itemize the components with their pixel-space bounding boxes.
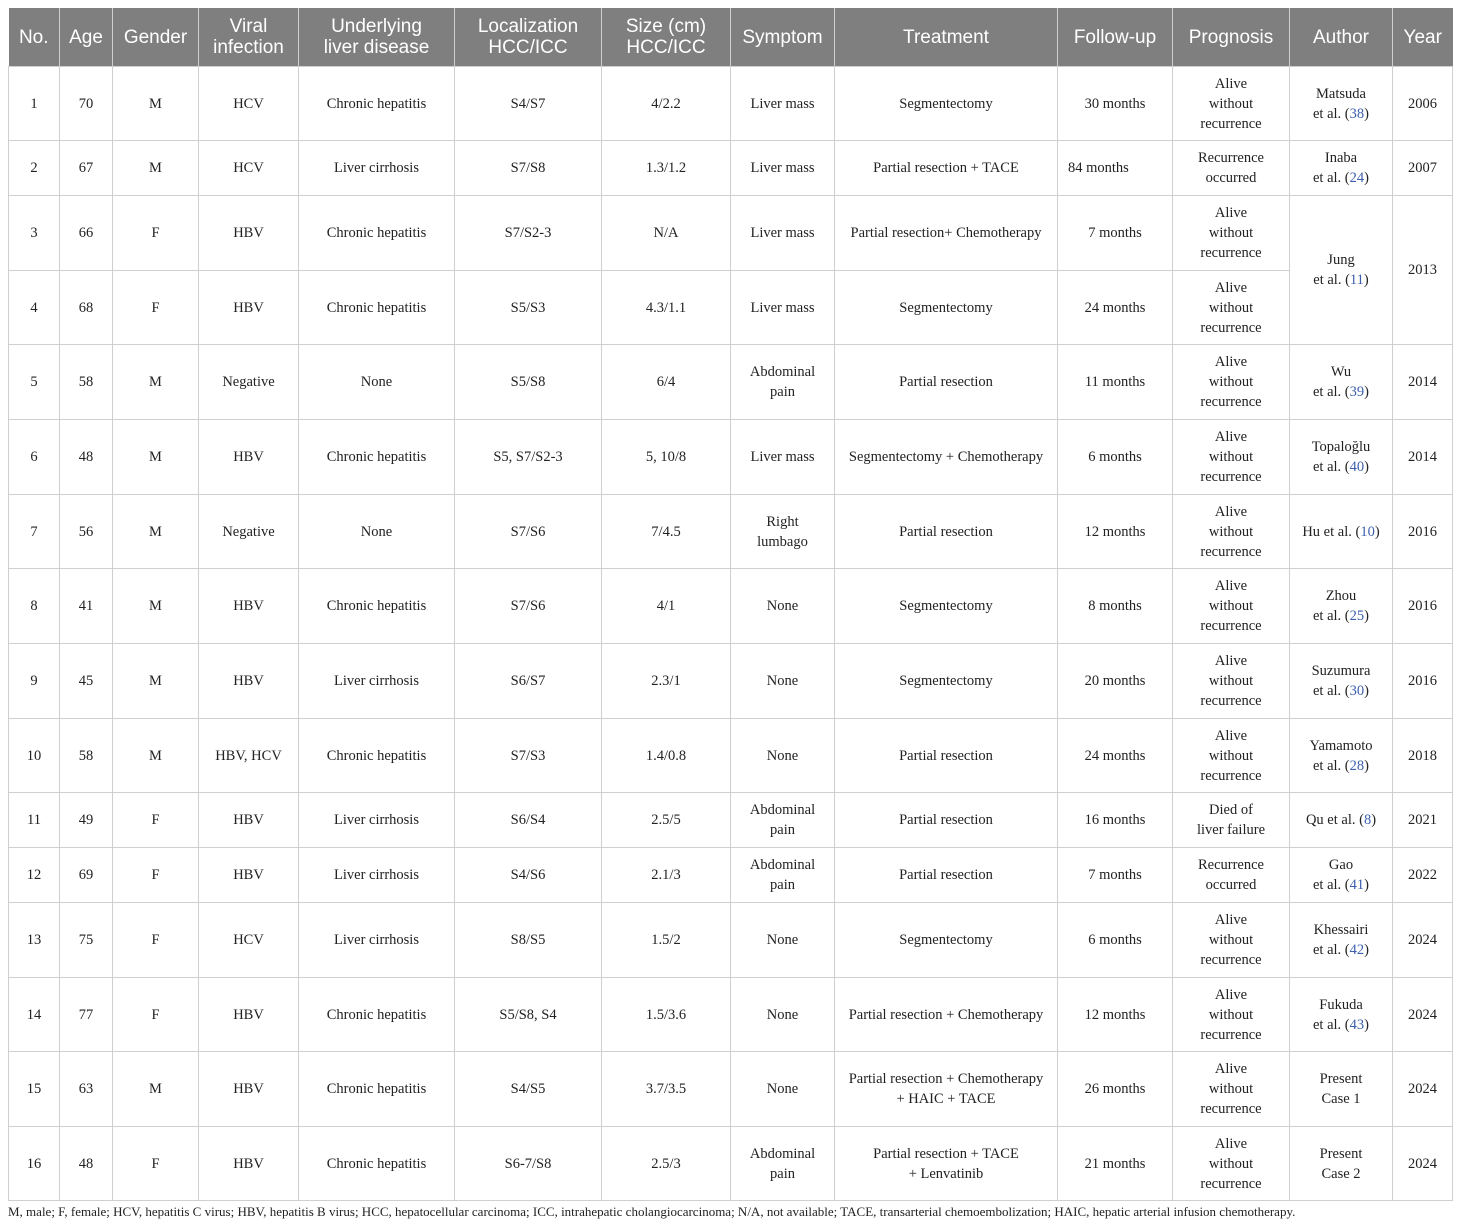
cell-no: 14 [9,978,60,1052]
cell-loc: S4/S7 [455,67,602,141]
cell-symptom: Abdominal pain [731,793,835,848]
cell-followup: 6 months [1058,903,1173,978]
cell-disease: Liver cirrhosis [299,848,455,903]
cell-symptom: None [731,569,835,644]
cell-disease: Liver cirrhosis [299,141,455,196]
cell-prognosis: Alive without recurrence [1173,569,1290,644]
cell-followup: 16 months [1058,793,1173,848]
cell-disease: Chronic hepatitis [299,271,455,345]
cell-no: 12 [9,848,60,903]
author-text-suffix: ) [1364,384,1369,400]
cell-treatment: Segmentectomy [835,271,1058,345]
cell-author [1290,141,1393,196]
cell-prognosis: Alive without recurrence [1173,67,1290,141]
cell-gender: F [113,271,199,345]
header-followup: Follow-up [1058,8,1173,67]
cell-followup: 11 months [1058,345,1173,420]
cell-disease: Chronic hepatitis [299,1127,455,1201]
reference-link[interactable]: 41 [1349,877,1365,893]
cell-symptom: None [731,978,835,1052]
table-row [9,1127,1453,1201]
reference-link[interactable]: 25 [1349,608,1365,624]
cell-treatment: Partial resection [835,719,1058,793]
cell-age: 58 [60,345,113,420]
cell-year: 2007 [1393,141,1453,196]
cell-no: 7 [9,495,60,569]
cell-disease: None [299,495,455,569]
cell-size: 4/2.2 [602,67,731,141]
cell-age: 67 [60,141,113,196]
author-text-suffix: ) [1374,523,1380,540]
cell-followup: 84 months [1058,141,1173,196]
cell-viral: HBV [199,271,299,345]
cell-no: 2 [9,141,60,196]
cell-symptom: Liver mass [731,141,835,196]
cell-year: 2006 [1393,67,1453,141]
cell-viral: Negative [199,495,299,569]
cell-loc: S6/S4 [455,793,602,848]
cell-no: 10 [9,719,60,793]
cell-prognosis: Alive without recurrence [1173,420,1290,495]
cell-size: 3.7/3.5 [602,1052,731,1127]
author-text: Present Case 2 [1319,1145,1363,1182]
cell-size: 2.5/5 [602,793,731,848]
cell-no: 3 [9,196,60,271]
table-row [9,196,1453,271]
cell-gender: M [113,345,199,420]
cell-gender: M [113,569,199,644]
cell-year: 2021 [1393,793,1453,848]
table-row [9,848,1453,903]
cell-prognosis: Alive without recurrence [1173,719,1290,793]
cell-prognosis: Alive without recurrence [1173,978,1290,1052]
cell-treatment: Partial resection + Chemotherapy [835,978,1058,1052]
cell-followup: 24 months [1058,719,1173,793]
cell-gender: M [113,141,199,196]
cell-viral: HBV [199,569,299,644]
cell-prognosis: Alive without recurrence [1173,345,1290,420]
cell-disease: Chronic hepatitis [299,420,455,495]
cell-author [1290,569,1393,644]
cell-disease: None [299,345,455,420]
cell-size: 5, 10/8 [602,420,731,495]
cell-no: 16 [9,1127,60,1201]
cell-no: 11 [9,793,60,848]
cell-followup: 26 months [1058,1052,1173,1127]
cell-prognosis: Alive without recurrence [1173,1127,1290,1201]
cell-loc: S4/S6 [455,848,602,903]
cell-treatment: Partial resection [835,848,1058,903]
cell-author [1290,495,1393,569]
cell-viral: HBV [199,1127,299,1201]
cell-viral: HCV [199,141,299,196]
table-row [9,903,1453,978]
reference-link[interactable]: 43 [1349,1016,1365,1033]
cell-no: 1 [9,67,60,141]
reference-link[interactable]: 11 [1349,272,1364,288]
author-text-suffix: ) [1364,683,1369,699]
author-text-suffix: ) [1364,608,1369,624]
cell-treatment: Partial resection [835,345,1058,420]
cell-gender: F [113,848,199,903]
cell-loc: S8/S5 [455,903,602,978]
reference-link[interactable]: 24 [1349,170,1365,186]
cell-age: 48 [60,420,113,495]
cell-age: 56 [60,495,113,569]
cell-author [1290,420,1393,495]
table-row [9,1052,1453,1127]
header-age: Age [60,8,113,67]
cell-year: 2024 [1393,903,1453,978]
cell-loc: S7/S3 [455,719,602,793]
cell-gender: F [113,903,199,978]
table-row [9,569,1453,644]
author-text: Suzumura et al. ( [1311,663,1371,699]
author-text: Gao et al. ( [1313,857,1354,893]
header-viral: Viral infection [199,8,299,67]
author-text: Fukuda et al. ( [1313,996,1363,1033]
cell-prognosis: Alive without recurrence [1173,903,1290,978]
cell-viral: Negative [199,345,299,420]
cell-year: 2024 [1393,1052,1453,1127]
cell-gender: M [113,420,199,495]
cell-followup: 7 months [1058,196,1173,271]
author-text-suffix: ) [1364,942,1369,958]
cell-prognosis: Died of liver failure [1173,793,1290,848]
reference-link[interactable]: 42 [1349,942,1365,958]
header-loc: Localization HCC/ICC [455,8,602,67]
cell-no: 8 [9,569,60,644]
author-text: Matsuda et al. ( [1313,85,1366,122]
cell-age: 41 [60,569,113,644]
cell-viral: HCV [199,67,299,141]
cell-treatment: Segmentectomy [835,903,1058,978]
table-row [9,719,1453,793]
cell-loc: S7/S6 [455,569,602,644]
cell-size: 1.5/2 [602,903,731,978]
cell-gender: M [113,719,199,793]
cell-gender: F [113,1127,199,1201]
author-text: Yamamoto et al. ( [1309,737,1373,774]
cell-author [1290,644,1393,719]
cell-treatment: Segmentectomy [835,569,1058,644]
cell-followup: 12 months [1058,495,1173,569]
cell-disease: Liver cirrhosis [299,903,455,978]
cell-age: 49 [60,793,113,848]
cell-age: 70 [60,67,113,141]
cell-loc: S5, S7/S2-3 [455,420,602,495]
cell-loc: S7/S6 [455,495,602,569]
cell-symptom: Liver mass [731,271,835,345]
cell-author [1290,978,1393,1052]
cell-year: 2018 [1393,719,1453,793]
header-gender: Gender [113,8,199,67]
cell-age: 45 [60,644,113,719]
reference-link[interactable]: 40 [1349,459,1365,475]
header-treatment: Treatment [835,8,1058,67]
table-header-row [9,8,1453,67]
cell-prognosis: Recurrence occurred [1173,141,1290,196]
cell-prognosis: Alive without recurrence [1173,644,1290,719]
cell-treatment: Segmentectomy [835,644,1058,719]
cell-size: 2.1/3 [602,848,731,903]
author-text-suffix: ) [1371,812,1377,828]
header-no: No. [9,8,60,67]
cell-prognosis: Recurrence occurred [1173,848,1290,903]
cell-author [1290,345,1393,420]
cell-loc: S5/S8 [455,345,602,420]
cell-size: 4/1 [602,569,731,644]
cell-disease: Liver cirrhosis [299,793,455,848]
cell-symptom: None [731,644,835,719]
cell-disease: Liver cirrhosis [299,644,455,719]
cell-year: 2016 [1393,495,1453,569]
cell-author [1290,903,1393,978]
cell-age: 48 [60,1127,113,1201]
cell-treatment: Segmentectomy + Chemotherapy [835,420,1058,495]
author-text: Zhou et al. ( [1313,588,1357,624]
cell-age: 68 [60,271,113,345]
cell-symptom: None [731,903,835,978]
cell-treatment: Partial resection [835,793,1058,848]
cell-year: 2013 [1393,196,1453,345]
cell-followup: 21 months [1058,1127,1173,1201]
author-text: Hu et al. ( [1302,523,1361,540]
cell-viral: HBV [199,793,299,848]
cell-followup: 24 months [1058,271,1173,345]
author-text: Qu et al. ( [1305,812,1364,828]
cell-loc: S7/S8 [455,141,602,196]
cell-size: 2.5/3 [602,1127,731,1201]
cell-loc: S6/S7 [455,644,602,719]
cell-no: 13 [9,903,60,978]
author-text-suffix: ) [1364,877,1369,893]
cell-no: 9 [9,644,60,719]
cell-no: 15 [9,1052,60,1127]
reference-link[interactable]: 39 [1349,384,1365,400]
cell-viral: HBV [199,644,299,719]
cell-no: 5 [9,345,60,420]
cell-gender: F [113,793,199,848]
cell-loc: S5/S3 [455,271,602,345]
cell-symptom: Abdominal pain [731,1127,835,1201]
cell-author [1290,196,1393,345]
header-disease: Underlying liver disease [299,8,455,67]
cell-symptom: Right lumbago [731,495,835,569]
header-symptom: Symptom [731,8,835,67]
cell-size: 1.3/1.2 [602,141,731,196]
cell-treatment: Partial resection + Chemotherapy + HAIC + TACE [835,1052,1058,1127]
table-row [9,644,1453,719]
reference-link[interactable]: 28 [1349,757,1365,774]
cell-loc: S6-7/S8 [455,1127,602,1201]
cell-age: 75 [60,903,113,978]
author-text: Wu et al. ( [1313,364,1352,400]
table-row [9,978,1453,1052]
cell-year: 2016 [1393,569,1453,644]
table-row [9,141,1453,196]
cell-viral: HBV [199,978,299,1052]
cell-viral: HBV [199,1052,299,1127]
cell-prognosis: Alive without recurrence [1173,495,1290,569]
cell-disease: Chronic hepatitis [299,978,455,1052]
header-size: Size (cm) HCC/ICC [602,8,731,67]
cell-followup: 8 months [1058,569,1173,644]
cell-year: 2016 [1393,644,1453,719]
cell-symptom: Abdominal pain [731,345,835,420]
table-row [9,345,1453,420]
cell-viral: HBV [199,420,299,495]
cell-disease: Chronic hepatitis [299,1052,455,1127]
case-table [8,8,1453,1201]
cell-symptom: Liver mass [731,67,835,141]
cell-age: 58 [60,719,113,793]
cell-loc: S4/S5 [455,1052,602,1127]
cell-age: 63 [60,1052,113,1127]
cell-treatment: Partial resection + TACE [835,141,1058,196]
author-text-suffix: ) [1364,459,1369,475]
header-prognosis: Prognosis [1173,8,1290,67]
table-row [9,793,1453,848]
header-author: Author [1290,8,1393,67]
table-row [9,420,1453,495]
cell-no: 4 [9,271,60,345]
cell-size: 2.3/1 [602,644,731,719]
cell-size: 6/4 [602,345,731,420]
author-text: Present Case 1 [1319,1071,1363,1107]
cell-gender: M [113,644,199,719]
author-text-suffix: ) [1364,757,1369,774]
cell-followup: 6 months [1058,420,1173,495]
cell-age: 77 [60,978,113,1052]
cell-disease: Chronic hepatitis [299,67,455,141]
cell-followup: 20 months [1058,644,1173,719]
reference-link[interactable]: 30 [1349,683,1365,699]
cell-symptom: Abdominal pain [731,848,835,903]
cell-year: 2014 [1393,420,1453,495]
cell-followup: 12 months [1058,978,1173,1052]
author-text-suffix: ) [1364,105,1369,122]
author-text-suffix: ) [1363,272,1369,288]
cell-author [1290,67,1393,141]
cell-size: 1.4/0.8 [602,719,731,793]
cell-prognosis: Alive without recurrence [1173,1052,1290,1127]
table-row [9,271,1453,345]
cell-gender: F [113,196,199,271]
cell-treatment: Partial resection+ Chemotherapy [835,196,1058,271]
author-text-suffix: ) [1364,1016,1369,1033]
author-text: Jung et al. ( [1313,252,1355,288]
author-text: Inaba et al. ( [1313,150,1358,186]
cell-gender: M [113,495,199,569]
cell-treatment: Partial resection + TACE + Lenvatinib [835,1127,1058,1201]
cell-disease: Chronic hepatitis [299,569,455,644]
cell-no: 6 [9,420,60,495]
cell-author [1290,1052,1393,1127]
author-text: Topaloğlu et al. ( [1311,439,1371,475]
cell-author [1290,1127,1393,1201]
cell-author [1290,719,1393,793]
cell-loc: S5/S8, S4 [455,978,602,1052]
cell-treatment: Segmentectomy [835,67,1058,141]
table-row [9,67,1453,141]
cell-age: 66 [60,196,113,271]
author-text: Khessairi et al. ( [1313,922,1369,958]
cell-author [1290,793,1393,848]
reference-link[interactable]: 8 [1363,812,1372,828]
cell-disease: Chronic hepatitis [299,196,455,271]
cell-viral: HBV, HCV [199,719,299,793]
cell-gender: F [113,978,199,1052]
reference-link[interactable]: 38 [1349,105,1365,122]
cell-author [1290,848,1393,903]
cell-viral: HBV [199,848,299,903]
table-footnote: M, male; F, female; HCV, hepatitis C virus; HBV, hepatitis B virus; HCC, hepatocellular carcinoma; ICC, intrahepatic cholangiocarcinoma; N/A, not available; TACE, transarterial chemoembolization; HAIC, hepatic arterial infusion chemotherapy. [8,1204,1296,1219]
cell-symptom: Liver mass [731,196,835,271]
cell-prognosis: Alive without recurrence [1173,196,1290,271]
cell-gender: M [113,1052,199,1127]
cell-loc: S7/S2-3 [455,196,602,271]
cell-size: 4.3/1.1 [602,271,731,345]
cell-symptom: None [731,719,835,793]
cell-size: N/A [602,196,731,271]
table-row [9,495,1453,569]
cell-symptom: Liver mass [731,420,835,495]
cell-gender: M [113,67,199,141]
table-body [9,67,1453,1201]
cell-viral: HCV [199,903,299,978]
cell-size: 1.5/3.6 [602,978,731,1052]
cell-disease: Chronic hepatitis [299,719,455,793]
cell-year: 2022 [1393,848,1453,903]
cell-size: 7/4.5 [602,495,731,569]
cell-treatment: Partial resection [835,495,1058,569]
cell-age: 69 [60,848,113,903]
cell-prognosis: Alive without recurrence [1173,271,1290,345]
cell-year: 2014 [1393,345,1453,420]
cell-symptom: None [731,1052,835,1127]
cell-viral: HBV [199,196,299,271]
cell-followup: 30 months [1058,67,1173,141]
cell-followup: 7 months [1058,848,1173,903]
cell-year: 2024 [1393,978,1453,1052]
author-text-suffix: ) [1364,170,1369,186]
header-year: Year [1393,8,1453,67]
reference-link[interactable]: 10 [1360,523,1375,540]
cell-year: 2024 [1393,1127,1453,1201]
